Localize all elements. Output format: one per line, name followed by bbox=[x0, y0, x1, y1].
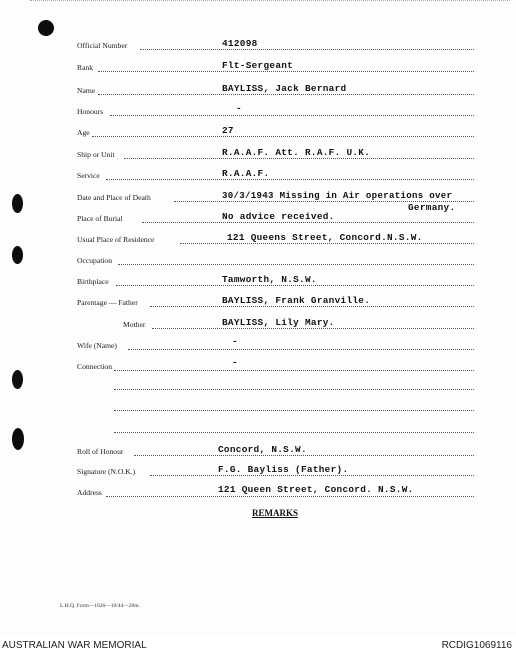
father-line bbox=[150, 306, 474, 307]
name-line bbox=[98, 94, 474, 95]
name-label: Name bbox=[77, 86, 96, 95]
burial-line bbox=[142, 222, 474, 223]
connection-label: Connection bbox=[77, 362, 113, 371]
burial-value: No advice received. bbox=[222, 211, 335, 222]
occupation-label: Occupation bbox=[77, 256, 113, 265]
residence-value: 121 Queens Street, Concord.N.S.W. bbox=[227, 232, 423, 243]
wife-value: - bbox=[232, 336, 238, 347]
mother-value: BAYLISS, Lily Mary. bbox=[222, 317, 335, 328]
signature-line bbox=[150, 475, 474, 476]
address-value: 121 Queen Street, Concord. N.S.W. bbox=[218, 484, 414, 495]
footer-record-id: RCDIG1069116 bbox=[441, 640, 512, 651]
honours-line bbox=[110, 115, 474, 116]
form-print-code: L.H.Q. Form—1626—10/44—20m. bbox=[60, 603, 140, 609]
connection-extra-line-1 bbox=[114, 389, 474, 390]
name-value: BAYLISS, Jack Bernard bbox=[222, 83, 347, 94]
address-label: Address bbox=[77, 488, 102, 497]
wife-line bbox=[128, 349, 474, 350]
ship-unit-value: R.A.A.F. Att. R.A.F. U.K. bbox=[222, 147, 371, 158]
punch-hole-left-2 bbox=[12, 246, 23, 264]
address-line bbox=[106, 496, 474, 497]
punch-hole-top bbox=[38, 20, 54, 36]
top-edge-mark bbox=[30, 0, 510, 4]
birthplace-label: Birthplace bbox=[77, 277, 109, 286]
remarks-heading: REMARKS bbox=[252, 508, 299, 518]
punch-hole-left-3 bbox=[12, 370, 23, 389]
age-label: Age bbox=[77, 128, 90, 137]
honours-value: - bbox=[236, 103, 242, 114]
archive-footer bbox=[0, 637, 516, 654]
roll-of-honour-line bbox=[134, 455, 474, 456]
death-value-continued: Germany. bbox=[408, 202, 456, 213]
signature-value: F.G. Bayliss (Father). bbox=[218, 464, 349, 475]
roll-of-honour-label: Roll of Honour bbox=[77, 447, 124, 456]
age-line bbox=[92, 136, 474, 137]
service-label: Service bbox=[77, 171, 100, 180]
connection-extra-line-3 bbox=[114, 432, 474, 433]
residence-label: Usual Place of Residence bbox=[77, 235, 155, 244]
honours-label: Honours bbox=[77, 107, 104, 116]
official-number-value: 412098 bbox=[222, 38, 258, 49]
connection-line bbox=[114, 370, 474, 371]
rank-label: Rank bbox=[77, 63, 94, 72]
wife-label: Wife (Name) bbox=[77, 341, 117, 350]
service-line bbox=[106, 179, 474, 180]
punch-hole-left-1 bbox=[12, 194, 23, 213]
roll-of-honour-value: Concord, N.S.W. bbox=[218, 444, 307, 455]
signature-label: Signature (N.O.K.) bbox=[77, 467, 136, 476]
occupation-line bbox=[118, 264, 474, 265]
father-label: Parentage — Father bbox=[77, 298, 138, 307]
rank-value: Flt-Sergeant bbox=[222, 60, 294, 71]
mother-label: Mother bbox=[123, 320, 146, 329]
ship-unit-line bbox=[124, 158, 474, 159]
official-number-label: Official Number bbox=[77, 41, 128, 50]
birthplace-value: Tamworth, N.S.W. bbox=[222, 274, 317, 285]
footer-institution: AUSTRALIAN WAR MEMORIAL bbox=[2, 640, 147, 651]
birthplace-line bbox=[116, 285, 474, 286]
residence-line bbox=[180, 243, 474, 244]
ship-unit-label: Ship or Unit bbox=[77, 150, 115, 159]
connection-extra-line-2 bbox=[114, 410, 474, 411]
mother-line bbox=[152, 328, 474, 329]
punch-hole-left-4 bbox=[12, 428, 24, 450]
connection-value: - bbox=[232, 357, 238, 368]
official-number-line bbox=[140, 49, 474, 50]
death-label: Date and Place of Death bbox=[77, 193, 151, 202]
death-value: 30/3/1943 Missing in Air operations over bbox=[222, 190, 453, 201]
burial-label: Place of Burial bbox=[77, 214, 123, 223]
father-value: BAYLISS, Frank Granville. bbox=[222, 295, 371, 306]
service-value: R.A.A.F. bbox=[222, 168, 270, 179]
rank-line bbox=[98, 71, 474, 72]
age-value: 27 bbox=[222, 125, 234, 136]
